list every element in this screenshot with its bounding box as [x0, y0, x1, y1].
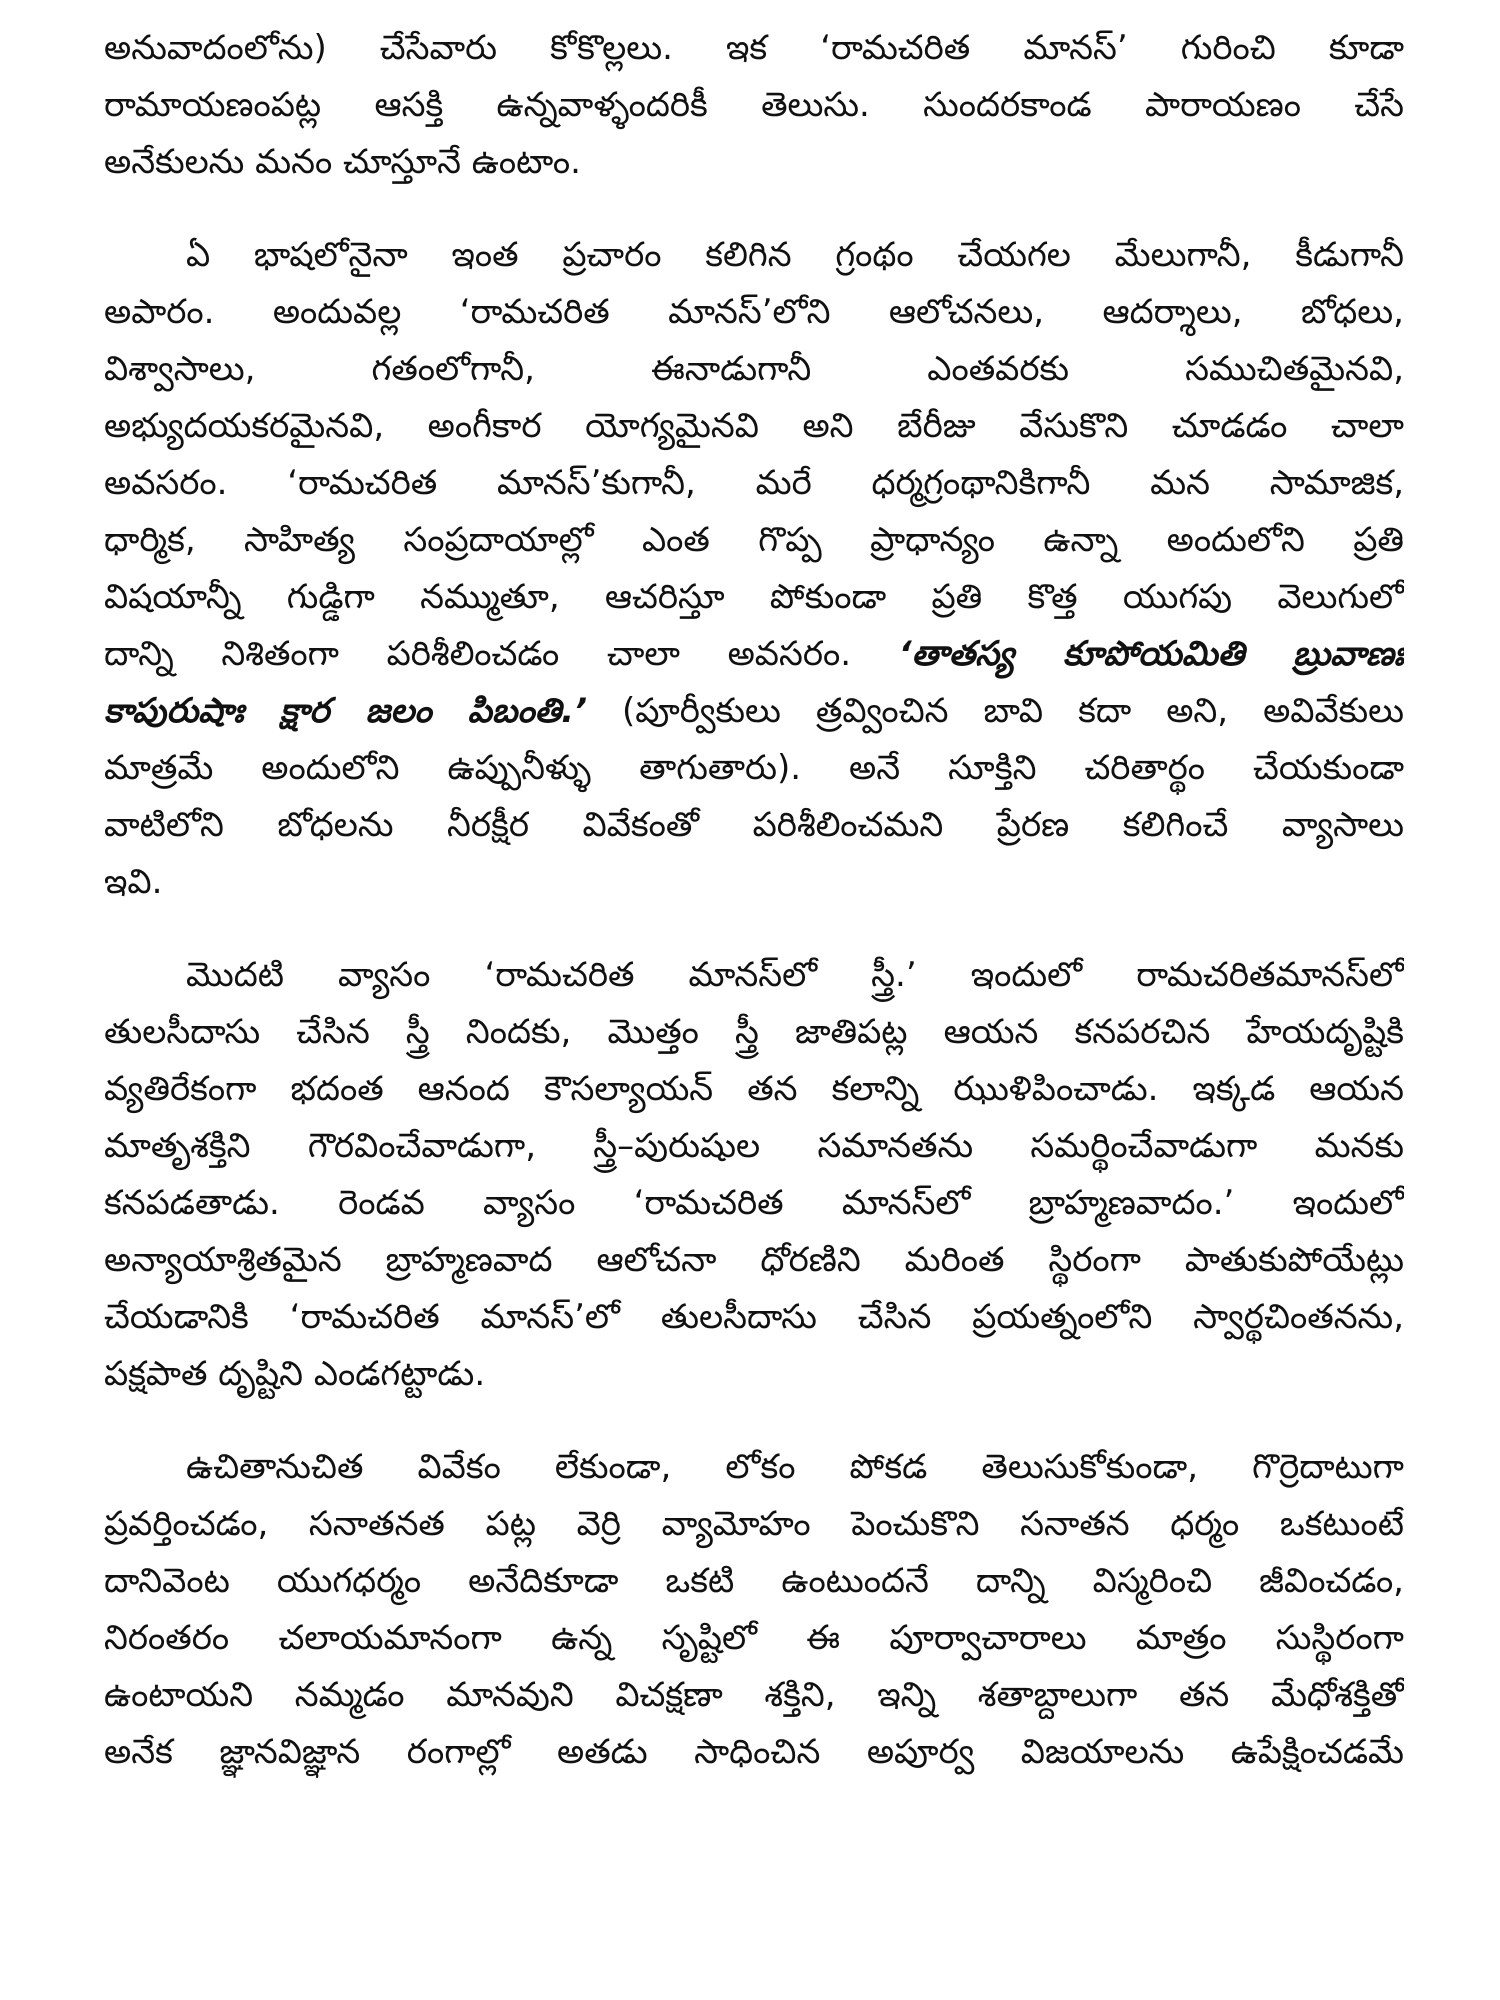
sanskrit-quote-end: కాపురుషాః క్షార జలం పిబంతి.’	[104, 691, 588, 731]
text-line: అనువాదంలోను) చేసేవారు కోకొల్లలు. ఇక ‘రామచరిత మానస్’ గురించి కూడా	[104, 28, 1404, 68]
text-line: అన్యాయాశ్రితమైన బ్రాహ్మణవాద ఆలోచనా ధోరణిని మరింత స్థిరంగా పాతుకుపోయేట్లు	[104, 1240, 1404, 1280]
text-line: అపారం. అందువల్ల ‘రామచరిత మానస్’లోని ఆలోచనలు, ఆదర్శాలు, బోధలు,	[104, 292, 1404, 332]
text-line: మొదటి వ్యాసం ‘రామచరిత మానస్‌లో స్త్రీ.’ ఇందులో రామచరితమానస్‌లో	[186, 955, 1404, 995]
text-line: మాతృశక్తిని గౌరవించేవాడుగా, స్త్రీ–పురుషుల సమానతను సమర్థించేవాడుగా మనకు	[104, 1126, 1404, 1166]
text-line: ఉంటాయని నమ్మడం మానవుని విచక్షణా శక్తిని, ఇన్ని శతాబ్దాలుగా తన మేధోశక్తితో	[104, 1675, 1404, 1715]
paragraph-3	[104, 947, 1404, 1403]
document-page	[104, 20, 1404, 1980]
paragraph-1	[104, 20, 1404, 191]
text-line: తులసీదాసు చేసిన స్త్రీ నిందకు, మొత్తం స్త్రీ జాతిపట్ల ఆయన కనపరచిన హేయదృష్టికి	[104, 1012, 1404, 1052]
text-line: ఇవి.	[104, 862, 163, 902]
text-line-with-quote	[104, 626, 1404, 683]
text-line: వాటిలోని బోధలను నీరక్షీర వివేకంతో పరిశీలించమని ప్రేరణ కలిగించే వ్యాసాలు	[104, 805, 1404, 845]
text-line: విశ్వాసాలు, గతంలోగానీ, ఈనాడుగానీ ఎంతవరకు సముచితమైనవి,	[104, 349, 1404, 389]
text-line: కనపడతాడు. రెండవ వ్యాసం ‘రామచరిత మానస్‌లో బ్రాహ్మణవాదం.’ ఇందులో	[104, 1183, 1404, 1223]
text-line: అనేకులను మనం చూస్తూనే ఉంటాం.	[104, 142, 581, 182]
line-text: దాన్ని నిశితంగా పరిశీలించడం చాలా అవసరం.	[104, 634, 852, 674]
text-line: నిరంతరం చలాయమానంగా ఉన్న సృష్టిలో ఈ పూర్వాచారాలు మాత్రం సుస్థిరంగా	[104, 1618, 1404, 1658]
text-line: చేయడానికి ‘రామచరిత మానస్’లో తులసీదాసు చేసిన ప్రయత్నంలోని స్వార్థచింతనను,	[104, 1297, 1404, 1337]
paragraph-gap	[104, 191, 1404, 227]
text-line: ధార్మిక, సాహిత్య సంప్రదాయాల్లో ఎంత గొప్ప ప్రాధాన్యం ఉన్నా అందులోని ప్రతి	[104, 520, 1404, 560]
text-line: ప్రవర్తించడం, సనాతనత పట్ల వెర్రి వ్యామోహం పెంచుకొని సనాతన ధర్మం ఒకటుంటే	[104, 1504, 1404, 1544]
text-line: ఏ భాషలోనైనా ఇంత ప్రచారం కలిగిన గ్రంథం చేయగల మేలుగానీ, కీడుగానీ	[186, 235, 1404, 275]
paragraph-gap	[104, 1403, 1404, 1439]
text-line: దానివెంట యుగధర్మం అనేదికూడా ఒకటి ఉంటుందనే దాన్ని విస్మరించి జీవించడం,	[104, 1561, 1404, 1601]
sanskrit-quote-start: ‘తాతస్య కూపోయమితి బ్రువాణః	[898, 634, 1404, 674]
text-line: అభ్యుదయకరమైనవి, అంగీకార యోగ్యమైనవి అని బేరీజు వేసుకొని చూడడం చాలా	[104, 406, 1404, 446]
text-line: పక్షపాత దృష్టిని ఎండగట్టాడు.	[104, 1354, 486, 1394]
text-line: ఉచితానుచిత వివేకం లేకుండా, లోకం పోకడ తెలుసుకోకుండా, గొర్రెదాటుగా	[186, 1447, 1404, 1487]
paragraph-2	[104, 227, 1404, 911]
text-line: విషయాన్నీ గుడ్డిగా నమ్ముతూ, ఆచరిస్తూ పోకుండా ప్రతి కొత్త యుగపు వెలుగులో	[104, 577, 1404, 617]
text-line: రామాయణంపట్ల ఆసక్తి ఉన్నవాళ్ళందరికీ తెలుసు. సుందరకాండ పారాయణం చేసే	[104, 85, 1404, 125]
paragraph-4	[104, 1439, 1404, 1781]
text-line: అనేక జ్ఞానవిజ్ఞాన రంగాల్లో అతడు సాధించిన అపూర్వ విజయాలను ఉపేక్షించడమే	[104, 1732, 1404, 1772]
text-line: వ్యతిరేకంగా భదంత ఆనంద కౌసల్యాయన్ తన కలాన్ని ఝుళిపించాడు. ఇక్కడ ఆయన	[104, 1069, 1404, 1109]
paragraph-gap	[104, 911, 1404, 947]
line-text: (పూర్వీకులు త్రవ్వించిన బావి కదా అని, అవివేకులు	[622, 691, 1404, 731]
text-line: మాత్రమే అందులోని ఉప్పునీళ్ళు తాగుతారు). అనే సూక్తిని చరితార్థం చేయకుండా	[104, 748, 1404, 788]
text-line-with-quote	[104, 683, 1404, 740]
text-line: అవసరం. ‘రామచరిత మానస్’కుగానీ, మరే ధర్మగ్రంథానికిగానీ మన సామాజిక,	[104, 463, 1404, 503]
